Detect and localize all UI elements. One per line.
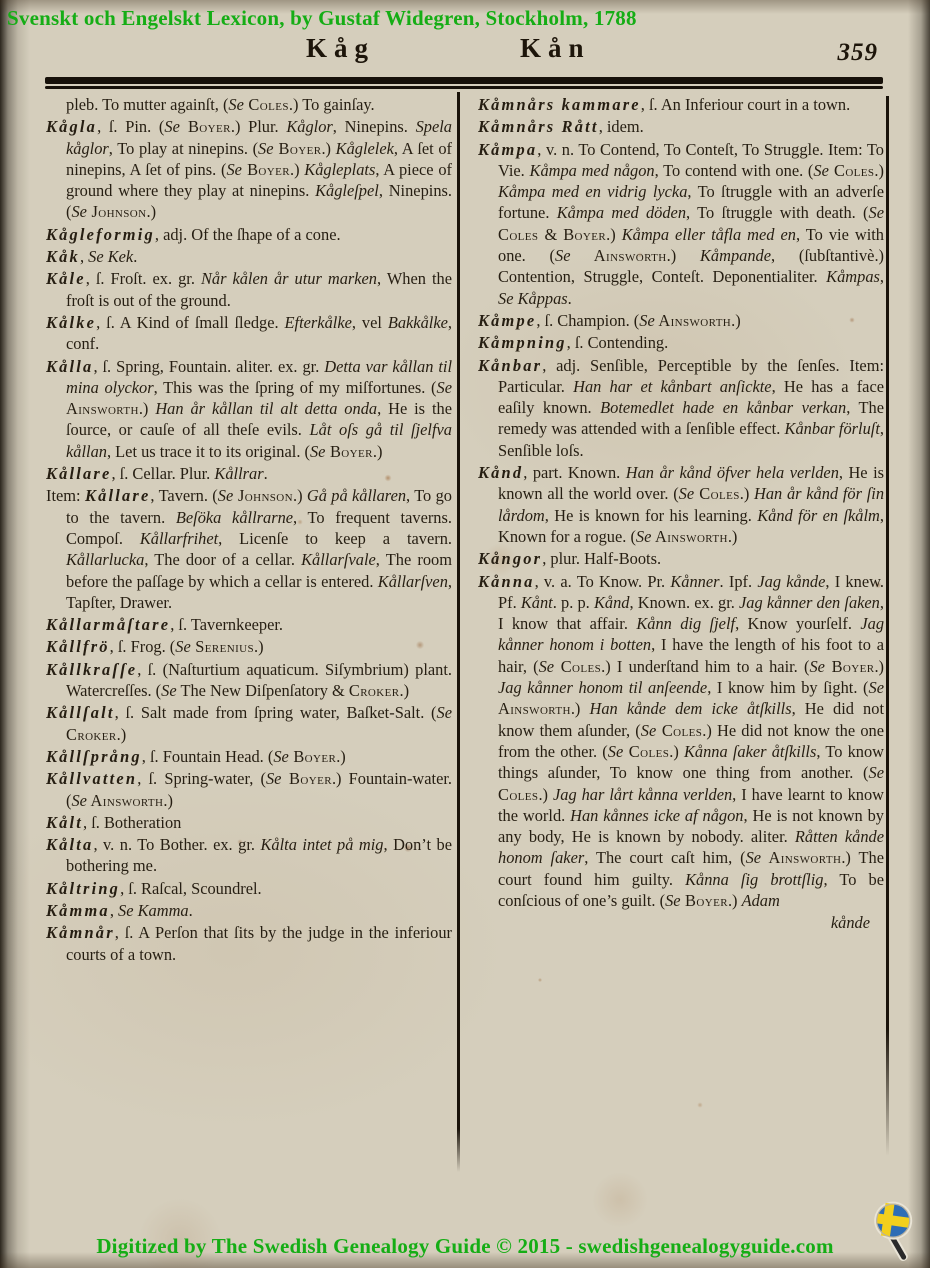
entry-text-run: Se: [436, 377, 452, 397]
dictionary-entry: [478, 548, 884, 569]
entry-text-run: Spela kåglor: [66, 117, 452, 158]
entry-text-run: Boyer: [563, 224, 607, 244]
entry-text-run: Se: [228, 95, 244, 114]
entry-headword: Kållvatten: [46, 769, 138, 789]
entry-text-run: Se: [175, 637, 191, 657]
entry-text-run: Boyer: [325, 441, 373, 461]
entry-text-run: Kågleplats: [304, 159, 376, 179]
dictionary-entry: [46, 878, 452, 899]
entry-text-run: , He is not known by any body, He is known by nobody. aliter.: [498, 805, 884, 847]
entry-text-run: Se: [813, 160, 829, 180]
entry-text-run: , He is known for his learning.: [544, 505, 758, 525]
entry-text-run: Coles: [498, 784, 539, 804]
entry-headword: Kåmpe: [478, 310, 537, 330]
entry-headword: Kåmnårs kammare: [478, 95, 641, 114]
entry-text-run: , Ninepins. (: [66, 181, 452, 222]
entry-text-run: .): [116, 724, 127, 744]
entry-text-run: .): [874, 656, 884, 676]
entry-text-run: Boyer: [281, 769, 332, 789]
entry-text-run: Låt oſs gå til ſjelfva kållan: [66, 420, 452, 461]
entry-text-run: Gå på kållaren: [306, 486, 407, 506]
entry-headword: Kåltring: [46, 878, 121, 898]
dictionary-entry: [46, 312, 452, 355]
entry-text-run: . Ipf.: [719, 571, 758, 591]
entry-text-run: , ſ. Cellar. Plur.: [111, 464, 215, 484]
entry-text-run: .: [567, 288, 572, 308]
entry-headword: Kångor: [478, 549, 543, 569]
swedish-flag-magnifier-icon: [868, 1200, 924, 1264]
entry-text-run: , To contend with one. (: [654, 160, 814, 180]
entry-text-run: Kållarſvale: [301, 550, 376, 570]
dictionary-entry: [46, 268, 452, 311]
entry-headword: Kåmnårs Rått: [478, 117, 599, 137]
entry-text-run: Ainsworth: [761, 848, 842, 868]
entry-text-run: Ainsworth: [654, 310, 732, 330]
entry-text-run: Kållarfrihet: [139, 528, 219, 548]
entry-text-run: Ainsworth: [570, 246, 667, 266]
entry-text-run: , I knew. Pf.: [498, 571, 884, 612]
entry-text-run: , To ſtruggle with death. (: [686, 203, 869, 223]
entry-text-run: , plur. Half-Boots.: [542, 549, 662, 569]
entry-text-run: .): [321, 138, 336, 158]
entry-text-run: Når kålen år utur marken: [200, 269, 378, 289]
dictionary-entry: [46, 702, 452, 745]
entry-text-run: .): [606, 224, 622, 244]
running-head-left-keyword: Kåg: [306, 33, 376, 63]
entry-text-run: Jag kånner den ſaken: [739, 592, 880, 612]
entry-text-run: .) He did not know the one from the other. (: [498, 720, 884, 761]
dictionary-entry: [478, 571, 884, 912]
entry-text-run: Adam: [741, 890, 780, 910]
entry-text-run: .): [399, 681, 410, 701]
entry-text-run: Ainsworth: [86, 790, 164, 810]
entry-text-run: Kånbar förluſt: [784, 419, 880, 439]
entry-text-run: , Tapſter, Drawer.: [66, 571, 452, 612]
entry-text-run: , conf.: [66, 312, 452, 354]
entry-text-run: Se: [258, 138, 274, 158]
entry-text-run: Kåmpande: [699, 246, 772, 266]
entry-text-run: Se: [635, 526, 652, 546]
entry-text-run: .): [731, 310, 741, 330]
entry-text-run: , He is the ſource, or cauſe of all theſe evils.: [66, 399, 452, 440]
entry-headword: Kånbar: [478, 355, 543, 375]
entry-text-run: Se: [745, 848, 762, 868]
entry-text-run: , He did not know them aſunder, (: [498, 699, 884, 740]
dictionary-entry: [46, 746, 452, 767]
entry-headword: Kållare: [84, 486, 151, 506]
entry-text-run: , ſ. An Inferiour court in a town.: [640, 95, 851, 114]
entry-headword: Kålla: [46, 356, 94, 376]
entry-text-run: Ainsworth: [66, 399, 139, 419]
entry-text-run: , idem.: [598, 117, 644, 137]
entry-text-run: , ſ. A Kind of ſmall ſledge.: [96, 312, 285, 332]
entry-text-run: , ſ. A Perſon that ſits by the judge in the inferiour courts of a town.: [66, 923, 452, 964]
dictionary-entry: [46, 485, 452, 613]
entry-text-run: Coles: [828, 160, 875, 180]
entry-text-run: Kågleſpel: [315, 181, 379, 201]
right-margin-rule: [886, 96, 889, 1156]
entry-text-run: .: [133, 247, 138, 267]
dictionary-entry: [46, 356, 452, 462]
entry-text-run: Kåmpas: [826, 267, 880, 287]
dictionary-entry: [46, 614, 452, 635]
entry-text-run: Jag kånner honom til anſeende: [498, 678, 708, 698]
entry-text-run: , When the froſt is out of the ground.: [66, 269, 452, 310]
entry-text-run: Ainsworth: [651, 526, 728, 546]
entry-text-run: Han år kållan til alt detta onda: [155, 399, 378, 419]
dictionary-entry: [46, 246, 452, 267]
entry-text-run: Se: [164, 117, 180, 137]
dictionary-entry: [46, 768, 452, 811]
entry-headword: Kållfrö: [46, 637, 110, 657]
dictionary-entry: [478, 310, 884, 331]
entry-text-run: Kånner: [670, 571, 720, 591]
entry-text-run: . p. p.: [552, 592, 594, 612]
entry-text-run: .): [372, 441, 383, 461]
entry-text-run: .) To gainſay.: [288, 95, 375, 114]
catchword: kånde: [830, 913, 870, 933]
entry-text-run: Se: [809, 656, 825, 676]
entry-text-run: Bakkålke: [387, 312, 448, 332]
entry-text-run: Kåmpa eller tåfla med en: [621, 224, 796, 244]
entry-headword: Kågleformig: [46, 224, 155, 244]
entry-text-run: , v. n. To Contend, To Conteſt, To Struggle. Item: To Vie.: [498, 139, 884, 180]
entry-text-run: Han har et kånbart anſickte: [573, 376, 772, 396]
entry-text-run: , The door of a cellar.: [144, 550, 302, 570]
entry-text-run: Se: [71, 202, 87, 222]
entry-text-run: , A piece of ground where they play at ninepins.: [66, 159, 452, 201]
entry-text-run: , Known for a rogue. (: [498, 505, 884, 546]
entry-text-run: , To be conſcious of one’s guilt. (: [498, 869, 884, 910]
entry-text-run: pleb. To mutter againſt, (: [66, 95, 229, 114]
entry-text-run: , The remedy was attended with a ſenſible effect.: [498, 398, 884, 439]
entry-text-run: .) I underſtand him to a hair. (: [601, 656, 810, 676]
entry-text-run: Boyer: [680, 890, 728, 910]
entry-text-run: , He is known all the world over. (: [498, 463, 884, 504]
entry-text-run: Boyer: [273, 138, 322, 158]
entry-headword: Kåle: [46, 269, 86, 289]
dictionary-entry: [46, 463, 452, 484]
entry-text-run: .) The court found him guilty.: [498, 848, 884, 889]
entry-text-run: Jag kånner honom i botten: [498, 614, 884, 655]
column-divider-rule: [457, 92, 460, 1172]
entry-text-run: Se: [665, 890, 681, 910]
entry-text-run: Kånt: [520, 592, 553, 612]
entry-text-run: Efterkålke: [284, 312, 352, 332]
entry-text-run: Detta var kållan til mina olyckor: [66, 356, 452, 397]
entry-text-run: , Licenſe to keep a tavern.: [218, 528, 452, 548]
entry-text-run: , To vie with one. (: [498, 224, 884, 266]
entry-text-run: Han år kånd för ſin lårdom: [498, 484, 884, 525]
dictionary-entry: [478, 139, 884, 309]
entry-text-run: , vel: [351, 312, 388, 332]
entry-text-run: Se: [555, 246, 571, 266]
entry-text-run: Kånd: [593, 592, 630, 612]
entry-text-run: .): [570, 699, 590, 719]
entry-text-run: .): [669, 741, 684, 761]
entry-text-run: .): [163, 790, 173, 810]
dictionary-entry: [478, 355, 884, 461]
entry-text-run: , The court caſt him, (: [584, 848, 746, 868]
dictionary-entry: [478, 332, 884, 353]
entry-headword: Kållkraſſe: [46, 659, 138, 679]
entry-text-run: Råtten kånde honom ſaker: [498, 827, 884, 868]
dictionary-entry: [478, 94, 884, 115]
entry-text-run: Kåmpa med någon: [529, 160, 655, 180]
entry-text-run: .): [146, 202, 157, 222]
entry-text-run: , part. Known.: [523, 463, 626, 483]
entry-text-run: , The room before the paſſage by which a cellar is entered.: [66, 550, 452, 591]
entry-text-run: Se: [678, 484, 695, 504]
entry-text-run: .) Plur.: [230, 117, 287, 137]
entry-text-run: Croker: [66, 724, 117, 744]
entry-text-run: , adj. Senſible, Perceptible by the ſenſes. Item: Particular.: [498, 355, 884, 396]
entry-text-run: ,: [109, 900, 119, 920]
entry-text-run: , (ſubſtantivè.) Contention, Struggle, Conteſt. Deponentialiter.: [498, 246, 884, 287]
entry-text-run: , Know yourſelf.: [735, 614, 861, 634]
digitizer-bottom-banner: Digitized by The Swedish Genealogy Guide © 2015 - swedishgenealogyguide.com: [96, 1234, 834, 1258]
entry-text-run: Han kånnes icke af någon: [570, 805, 744, 825]
running-head-right-keyword: Kån: [520, 33, 591, 63]
entry-text-run: , ſ. Champion. (: [536, 310, 640, 330]
entry-text-run: Kånd för en ſkålm: [757, 505, 880, 525]
entry-text-run: Johnson: [86, 202, 147, 222]
entry-text-run: Kånn dig ſjelf: [636, 614, 736, 634]
dictionary-entry: [46, 922, 452, 965]
entry-text-run: Coles: [554, 656, 602, 676]
entry-text-run: .: [188, 900, 193, 920]
running-head: [0, 33, 930, 67]
entry-text-run: Coles: [498, 224, 539, 244]
entry-text-run: , ſ. Fountain Head. (: [141, 746, 274, 766]
entry-text-run: , v. n. To Bother. ex. gr.: [93, 835, 261, 855]
entry-text-run: , ſ. Contending.: [566, 333, 669, 353]
entry-headword: Kåmpning: [478, 333, 567, 353]
entry-headword: Kållarmåſtare: [46, 615, 171, 635]
entry-text-run: Se: [868, 203, 884, 223]
entry-text-run: , To frequent taverns. Compoſ.: [66, 507, 452, 548]
entry-text-run: Botemedlet hade en kånbar verkan: [600, 398, 847, 418]
entry-text-run: , ſ. Tavernkeeper.: [170, 615, 283, 635]
page-number: 359: [837, 39, 878, 66]
header-double-rule: [45, 77, 883, 89]
dictionary-entry: [46, 636, 452, 657]
entry-headword: Kållare: [46, 464, 112, 484]
entry-text-run: Johnson: [233, 486, 293, 506]
entry-text-run: Ainsworth: [498, 699, 571, 719]
entry-text-run: Se: [273, 746, 289, 766]
entry-text-run: Kåmpa med en vidrig lycka: [498, 182, 688, 202]
entry-text-run: .): [727, 526, 738, 546]
entry-text-run: Boyer: [288, 746, 337, 766]
entry-text-run: .: [263, 464, 268, 484]
entry-text-run: Se: [436, 703, 452, 723]
entry-text-run: Coles: [243, 95, 289, 114]
entry-text-run: , To play at ninepins. (: [108, 138, 259, 158]
entry-text-run: Kåglor: [286, 117, 333, 137]
entry-headword: Kålta: [46, 835, 94, 855]
entry-text-run: Kållarſven: [377, 571, 448, 591]
entry-text-run: Se: [639, 310, 655, 330]
entry-text-run: Kånna ſig brottſlig: [685, 869, 824, 889]
entry-text-run: , I know that affair.: [498, 592, 884, 634]
entry-text-run: Se: [309, 441, 326, 461]
entry-text-run: Kållrar: [214, 464, 264, 484]
text-columns: [46, 94, 884, 1220]
dictionary-entry: [46, 834, 452, 877]
entry-text-run: , ſ. Raſcal, Scoundrel.: [120, 878, 262, 898]
entry-headword: Kåk: [46, 247, 80, 267]
entry-text-run: Se: [161, 681, 177, 701]
entry-text-run: , To know things aſunder, To know one thing from another. (: [498, 741, 884, 783]
entry-text-run: Se: [265, 769, 282, 789]
entry-text-run: , ſ. Spring-water, (: [137, 769, 266, 789]
entry-text-run: , ſ. Frog. (: [109, 637, 176, 657]
dictionary-entry: [46, 900, 452, 921]
entry-text-run: Se Kamma: [118, 900, 189, 920]
entry-text-run: .): [293, 486, 307, 506]
entry-text-run: , Ninepins.: [332, 117, 416, 137]
entry-text-run: , Tavern. (: [150, 486, 218, 506]
entry-text-run: Jag kånde: [757, 571, 826, 591]
entry-text-run: , ſ. Froſt. ex. gr.: [85, 269, 201, 289]
entry-text-run: , Don’t be bothering me.: [66, 835, 452, 876]
entry-text-run: Boyer: [241, 159, 290, 179]
digitizer-top-banner: Svenskt och Engelskt Lexicon, by Gustaf Widegren, Stockholm, 1788: [7, 6, 637, 30]
entry-headword: Kåmpa: [478, 139, 538, 159]
entry-text-run: , To go to the tavern.: [66, 486, 452, 527]
entry-text-run: Coles: [656, 720, 703, 740]
left-column: [46, 94, 452, 1220]
entry-text-run: .): [538, 784, 553, 804]
entry-text-run: Han kånde dem icke åtſkills: [589, 699, 792, 719]
entry-text-run: &: [538, 224, 564, 244]
entry-text-run: Boyer: [179, 117, 231, 137]
entry-text-run: , This was the ſpring of my miſfortunes. (: [153, 377, 437, 397]
entry-headword: Kålt: [46, 812, 84, 832]
entry-text-run: Kållarlucka: [66, 550, 145, 570]
entry-text-run: Se: [538, 656, 555, 676]
entry-text-run: , Senſible loſs.: [498, 419, 884, 460]
entry-headword: Kågla: [46, 117, 98, 137]
entry-text-run: ,: [79, 247, 89, 267]
entry-text-run: Boyer: [824, 656, 875, 676]
entry-text-run: Kålta intet på mig: [260, 835, 384, 855]
entry-text-run: Jag har lårt kånna verlden: [552, 784, 733, 804]
entry-text-run: Coles: [623, 741, 670, 761]
entry-text-run: , ſ. Botheration: [83, 812, 182, 832]
entry-text-run: .): [254, 637, 264, 657]
entry-text-run: Se: [868, 678, 884, 698]
entry-headword: Kånd: [478, 463, 524, 483]
entry-text-run: .): [138, 399, 156, 419]
entry-text-run: Kånna ſaker åtſkills: [683, 741, 817, 761]
entry-text-run: Se: [226, 159, 242, 179]
entry-text-run: Se: [71, 790, 87, 810]
dictionary-entry: [478, 116, 884, 137]
entry-text-run: , Known. ex. gr.: [629, 592, 740, 612]
entry-text-run: Coles: [694, 484, 740, 504]
right-column: [478, 94, 884, 1220]
entry-headword: Kånna: [478, 571, 535, 591]
dictionary-entry: [46, 116, 452, 222]
entry-text-run: .): [739, 484, 755, 504]
entry-text-run: Se Kek: [88, 247, 134, 267]
entry-text-run: Item:: [46, 486, 85, 506]
rule-thick-line: [45, 77, 883, 84]
entry-text-run: Beſöka kållrarne: [175, 507, 294, 527]
entry-text-run: , I have learnt to know the world.: [498, 784, 884, 825]
entry-text-run: Se: [607, 741, 624, 761]
entry-text-run: , ſ. (Naſturtium aquaticum. Siſymbrium) plant. Watercreſſes. (: [66, 659, 452, 701]
dictionary-entry: [46, 224, 452, 245]
entry-text-run: Se: [640, 720, 657, 740]
entry-headword: Kålke: [46, 312, 97, 332]
entry-text-run: Se: [868, 763, 884, 783]
entry-text-run: , I have the length of his foot to a hair, (: [498, 635, 884, 676]
rule-thin-line: [45, 86, 883, 89]
dictionary-entry: [478, 462, 884, 547]
entry-headword: Kållſalt: [46, 703, 115, 723]
entry-text-run: .): [336, 746, 346, 766]
dictionary-entry: [46, 659, 452, 702]
entry-text-run: , ſ. Salt made from ſpring water, Baſket-Salt. (: [114, 703, 437, 723]
entry-headword: Kållſprång: [46, 746, 142, 766]
entry-text-run: , adj. Of the ſhape of a cone.: [154, 224, 341, 244]
entry-headword: Kåmma: [46, 900, 110, 920]
entry-text-run: , I know him by ſight. (: [707, 678, 869, 698]
entry-text-run: Kåglelek: [335, 138, 394, 158]
entry-text-run: , ſ. Spring, Fountain. aliter. ex. gr.: [93, 356, 325, 376]
entry-text-run: .): [874, 160, 884, 180]
entry-text-run: Serenius: [190, 637, 254, 657]
entry-text-run: , ſ. Pin. (: [97, 117, 165, 137]
entry-text-run: , To ſtruggle with an adverſe fortune.: [498, 182, 884, 223]
entry-headword: Kåmnår: [46, 923, 115, 943]
entry-text-run: Se Kåppas: [498, 288, 568, 308]
entry-text-run: , v. a. To Know. Pr.: [534, 571, 671, 591]
entry-text-run: , A ſet of ninepins, A ſet of pins. (: [66, 138, 452, 179]
dictionary-entry: [46, 812, 452, 833]
entry-text-run: , He has a face eaſily known.: [498, 376, 884, 418]
entry-text-run: , Let us trace it to its original. (: [106, 441, 310, 461]
entry-text-run: .): [289, 159, 305, 179]
entry-text-run: Han år kånd öfver hela verlden: [625, 463, 839, 483]
dictionary-entry: [46, 94, 452, 115]
entry-text-run: .): [666, 246, 700, 266]
entry-text-run: .): [727, 890, 742, 910]
entry-text-run: Se: [217, 486, 234, 506]
entry-text-run: Kåmpa med döden: [556, 203, 687, 223]
entry-text-run: .) Fountain-water. (: [66, 769, 452, 810]
entry-text-run: ,: [879, 267, 884, 287]
entry-text-run: Croker: [348, 681, 400, 701]
entry-text-run: The New Diſpenſatory &: [176, 681, 349, 701]
